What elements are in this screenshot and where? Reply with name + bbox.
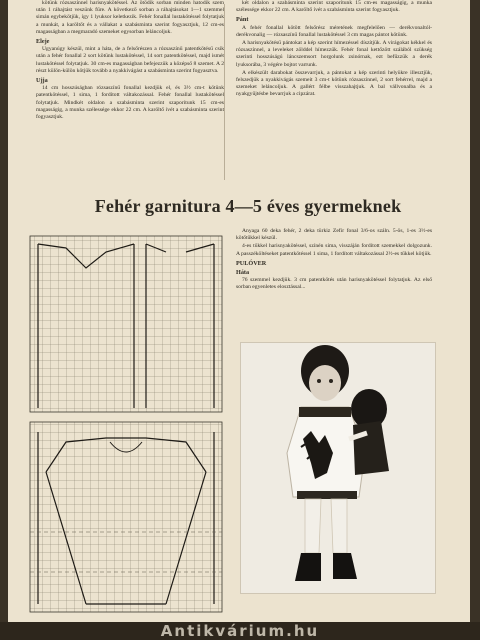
sewing-pattern-diagram xyxy=(26,232,226,616)
materials-paragraph: Anyaga 60 deka fehér, 2 deka türkiz Zefir fonal 3/6-os száln. 5-ös, 1-es 3½-es kötőtűkkel készül. xyxy=(236,228,432,242)
top-left-column xyxy=(36,0,224,122)
lead-paragraph: két oldalon a szabásminta szerint szaporítunk 15 cm-es magasságig, a munka szélessége ekkor 22 cm. A karöltő ívét a szabásminta szerint fogyasztjuk. xyxy=(236,0,432,14)
eleje-heading: Eleje xyxy=(36,38,50,46)
gauge-paragraph: 4-es tűkkel harisnyakötéssel, színén sima, visszáján fordított szemekkel dolgozunk. A passzéköltéseket patentkötéssel 1 sima, 1 fordított váltakozással 2½-es tűkkel kötjük. xyxy=(236,243,432,257)
child-photo xyxy=(240,342,436,594)
article-title: Fehér garnitura 4—5 éves gyermeknek xyxy=(94,196,402,216)
pant-paragraph-3: A elkészült darabokat összevarrjuk, a pántokat a kép szerinti helyükre illesztjük, felszedjük a nyakkivágás szemeit 3 cm-t kötünk rózsaszínnel, 2 sort fehérrel, majd a szemeket leláncoljuk. A gallért félbe visszahajtjuk. A bal vállvonalba és a nyakgyűjtésbe bevarrjuk a cipzárat. xyxy=(236,69,432,98)
watermark: Antikvárium.hu xyxy=(0,622,480,640)
ujja-paragraph: 14 cm hosszúságban rózsaszínű fonallal kezdjük el, és 3½ cm-t kötünk patentkötéssel, 1 sima, 1 fordított váltakozással. Fehér fonallal lustakötéssel folytatjuk. Mindkét oldalon a szabásminta szerint szaporítunk 15 cm-es magasságig, a munka szélessége ekkor 22 cm. A karöltő ívét a szabásminta szerint fogyasztjuk. xyxy=(36,85,224,121)
pant-heading: Pánt xyxy=(236,16,249,24)
hata-heading: Háta xyxy=(236,269,250,277)
ujja-heading: Ujja xyxy=(36,77,48,85)
right-middle-column xyxy=(236,228,432,293)
eleje-paragraph: Ugyanúgy készül, mint a háta, de a felsőrészen a rózsaszínű patentkötésű csík után a fehér fonallal 2 sort kötünk lustakötéssel, 14 sort patentkötéssel, majd ismét lustakötéssel folytatjuk. 30 cm-es magasságban befejezzük a középső 8 szemet. A 2 részt külön-külön kötjük tovább a nyakkivágást a szabásminta szerint fogyasztva. xyxy=(36,46,224,74)
magazine-page xyxy=(8,0,470,622)
pattern-top-grid xyxy=(30,236,222,412)
top-right-column xyxy=(236,0,432,100)
child-figure xyxy=(241,343,435,593)
column-divider xyxy=(224,4,225,180)
pant-paragraph-1: A fehér fonallal kötött felsőrész méretének megfelelően — derékvonaltól-derékvonalig — rózsaszínű fonallal lustakötéssel 3 cm magas pántot kötünk. xyxy=(236,24,432,38)
pulover-heading: PULÓVER xyxy=(236,259,267,267)
hata-paragraph: 76 szemmel kezdjük. 3 cm patentkötés után harisnyakötéssel folytatjuk. Az első sorban egyenletes elosztással... xyxy=(236,277,432,291)
pant-paragraph-2: A harisnyakötésű pántokat a kép szerint hímezéssel díszítjük. A virágokat kékkel és rózsaszínnel, a leveleket zölddel hímezzük. Fehér fonal kettőzött szálából szükség szerinti hosszúságú láncszemsort horgolunk zsinórnak, ezt befűzzük a derék lyuksorába, 3 végére bojtot varrunk. xyxy=(236,40,432,68)
pattern-bottom-grid xyxy=(30,422,222,612)
intro-paragraph: kötünk rózsaszínnel harisnyakötéssel. Az ötödik sorban minden hatodik szem után 1 ráhajtást veszünk fűre. A következő sorban a ráhajtásokat 1—1 szemmel simán egybekötjük, így 1 lyuksor keletkezik. Fehér fonallal lustakötéssel folytatjuk a munkát, a karöltőt és a vállakat a szabásminta szerint fogyasztjuk, 12 cm-es magasságban a megmaradó szemeket egysorban leláncoljuk. xyxy=(36,0,224,35)
